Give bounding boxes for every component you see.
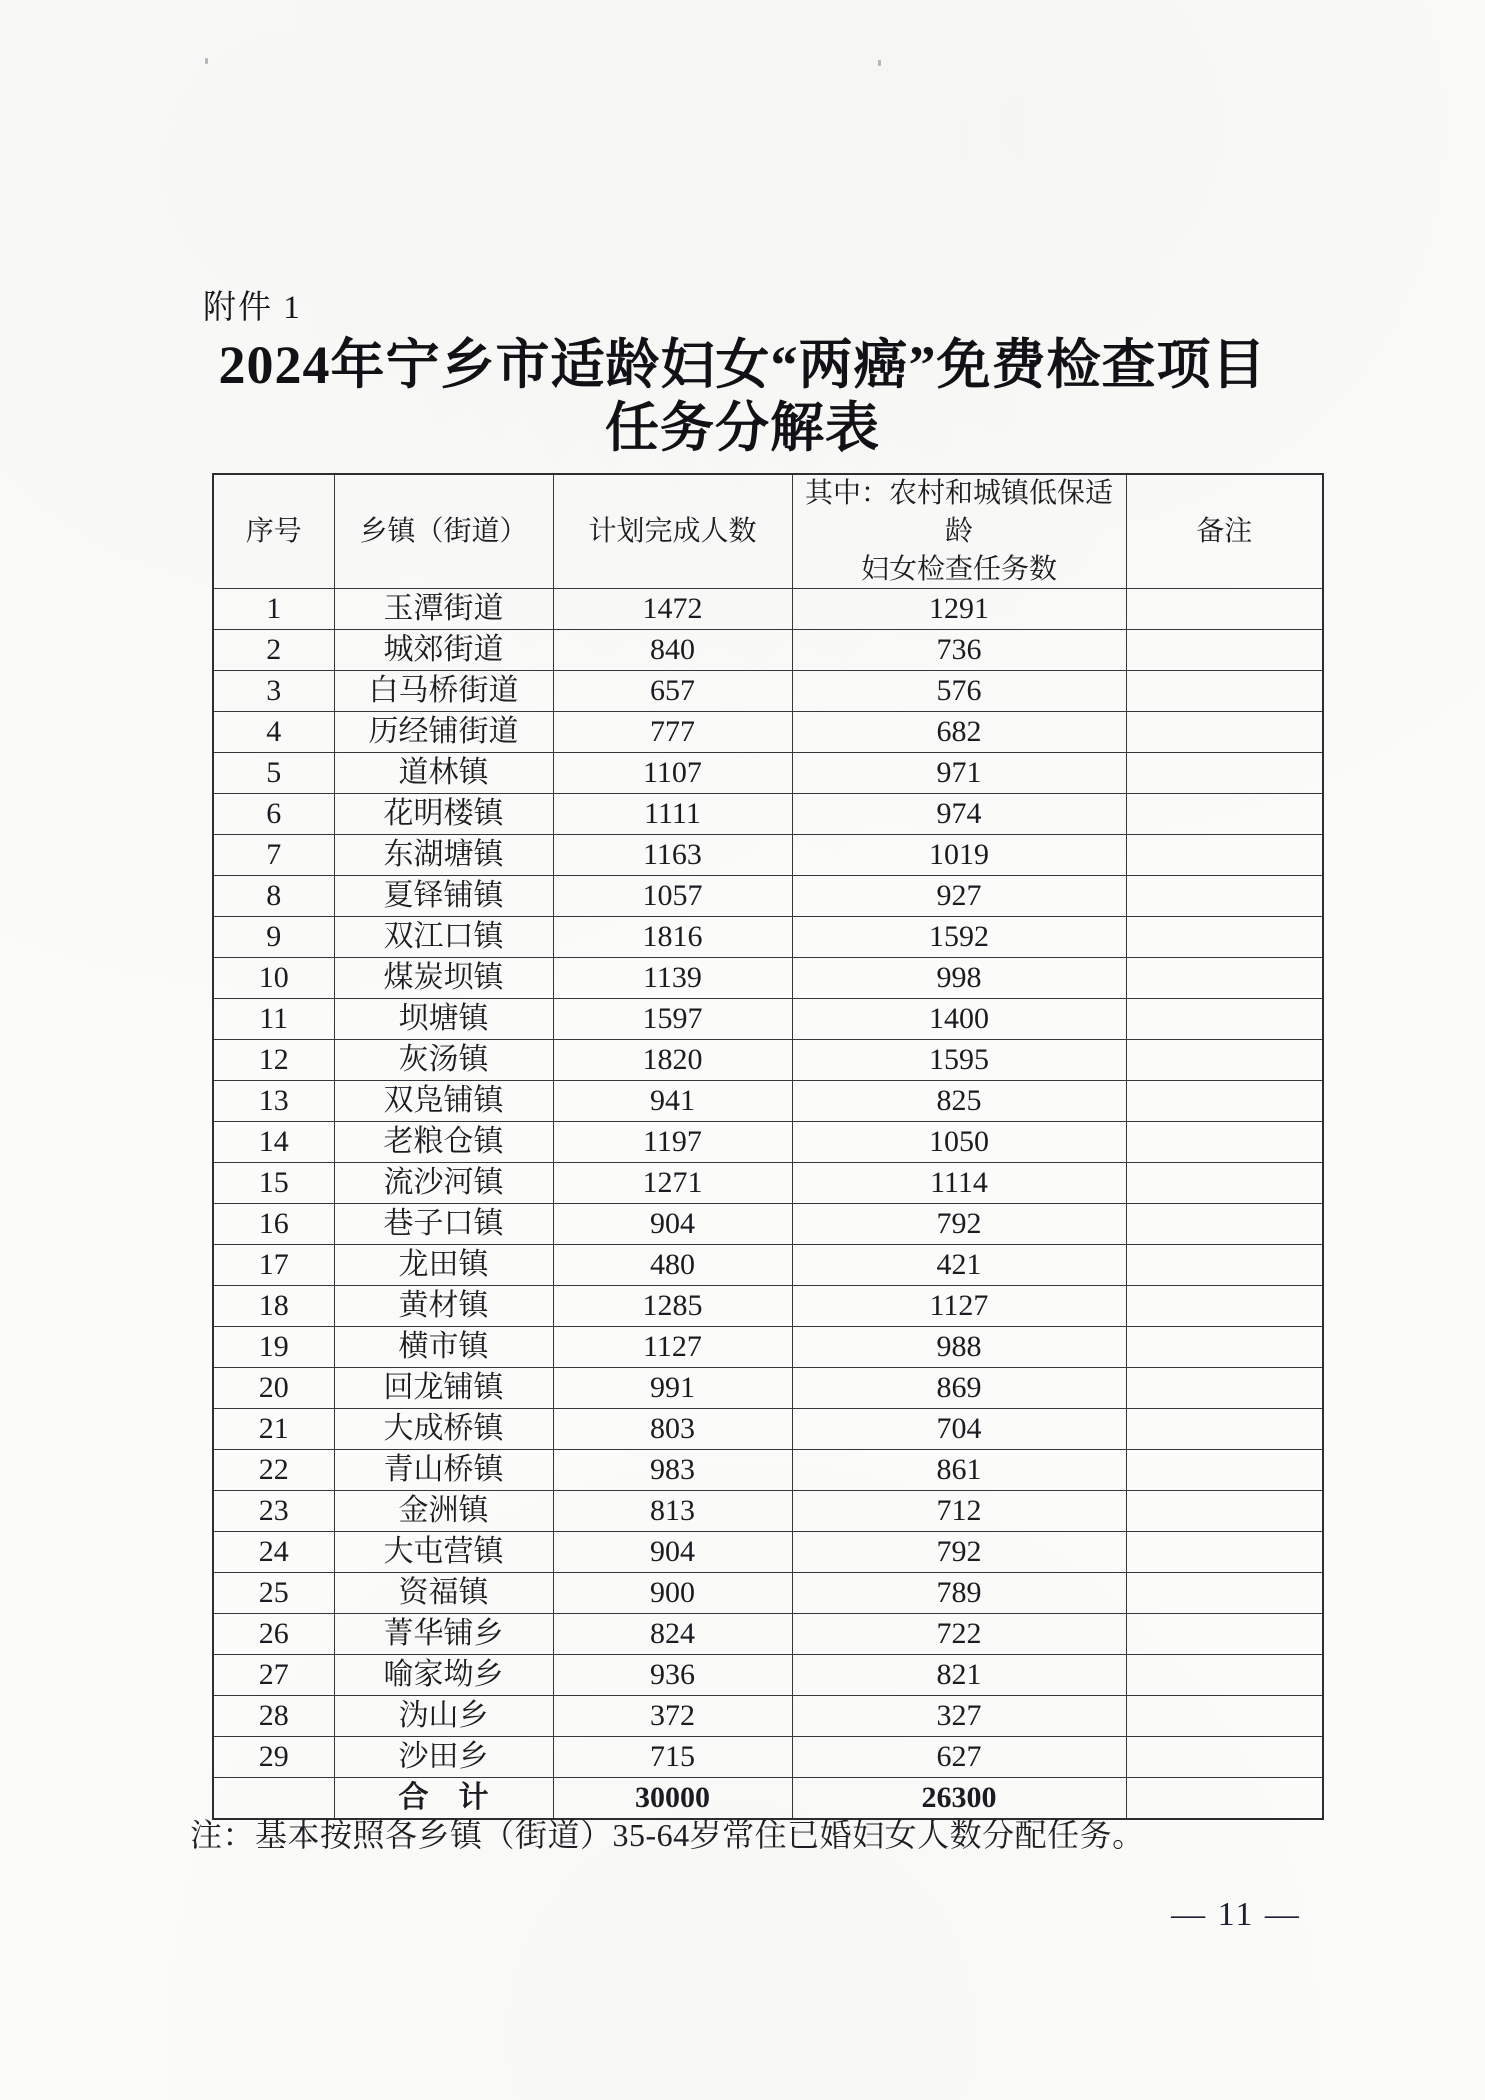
town-cell: 沩山乡 <box>334 1696 553 1737</box>
col-header-subsidy <box>792 474 1126 589</box>
index-cell: 22 <box>213 1450 334 1491</box>
town-cell: 喻家坳乡 <box>334 1655 553 1696</box>
subsidy-cell: 327 <box>792 1696 1126 1737</box>
remark-cell <box>1126 1614 1323 1655</box>
remark-cell <box>1126 1245 1323 1286</box>
index-cell: 15 <box>213 1163 334 1204</box>
subsidy-cell: 971 <box>792 753 1126 794</box>
remark-cell <box>1126 1737 1323 1778</box>
index-cell: 1 <box>213 589 334 630</box>
remark-cell <box>1126 1122 1323 1163</box>
planned-cell: 1816 <box>553 917 792 958</box>
town-cell: 道林镇 <box>334 753 553 794</box>
planned-cell: 824 <box>553 1614 792 1655</box>
remark-cell <box>1126 999 1323 1040</box>
table-row <box>213 876 1323 917</box>
subsidy-cell: 974 <box>792 794 1126 835</box>
table-row <box>213 958 1323 999</box>
planned-cell: 840 <box>553 630 792 671</box>
subsidy-cell: 988 <box>792 1327 1126 1368</box>
index-cell: 23 <box>213 1491 334 1532</box>
index-cell: 25 <box>213 1573 334 1614</box>
col-header-subsidy-line2: 妇女检查任务数 <box>860 553 1057 585</box>
remark-cell <box>1126 794 1323 835</box>
town-cell: 金洲镇 <box>334 1491 553 1532</box>
subsidy-cell: 1127 <box>792 1286 1126 1327</box>
table-row <box>213 917 1323 958</box>
subsidy-cell: 1400 <box>792 999 1126 1040</box>
planned-cell: 991 <box>553 1368 792 1409</box>
remark-cell <box>1126 589 1323 630</box>
planned-cell: 1597 <box>553 999 792 1040</box>
remark-cell <box>1126 671 1323 712</box>
table-row <box>213 753 1323 794</box>
planned-cell: 480 <box>553 1245 792 1286</box>
town-cell: 夏铎铺镇 <box>334 876 553 917</box>
index-cell: 8 <box>213 876 334 917</box>
table-row <box>213 1491 1323 1532</box>
planned-cell: 904 <box>553 1532 792 1573</box>
remark-cell <box>1126 1081 1323 1122</box>
subsidy-cell: 869 <box>792 1368 1126 1409</box>
index-cell: 2 <box>213 630 334 671</box>
subsidy-cell: 789 <box>792 1573 1126 1614</box>
remark-cell <box>1126 1696 1323 1737</box>
index-cell: 5 <box>213 753 334 794</box>
planned-cell: 1127 <box>553 1327 792 1368</box>
town-cell: 历经铺街道 <box>334 712 553 753</box>
planned-cell: 813 <box>553 1491 792 1532</box>
table-row <box>213 1245 1323 1286</box>
subsidy-cell: 792 <box>792 1532 1126 1573</box>
town-cell: 东湖塘镇 <box>334 835 553 876</box>
index-cell: 3 <box>213 671 334 712</box>
table-row <box>213 835 1323 876</box>
subsidy-cell: 792 <box>792 1204 1126 1245</box>
col-header-remark: 备注 <box>1126 474 1323 589</box>
scan-speck <box>878 60 881 66</box>
subsidy-cell: 1595 <box>792 1040 1126 1081</box>
town-cell: 合 计 <box>334 1778 553 1820</box>
remark-cell <box>1126 1327 1323 1368</box>
table-row <box>213 1614 1323 1655</box>
table-row <box>213 1040 1323 1081</box>
remark-cell <box>1126 1409 1323 1450</box>
remark-cell <box>1126 1040 1323 1081</box>
index-cell: 14 <box>213 1122 334 1163</box>
table-row <box>213 1409 1323 1450</box>
town-cell: 坝塘镇 <box>334 999 553 1040</box>
town-cell: 老粮仓镇 <box>334 1122 553 1163</box>
town-cell: 城郊街道 <box>334 630 553 671</box>
index-cell: 24 <box>213 1532 334 1573</box>
subsidy-cell: 712 <box>792 1491 1126 1532</box>
table-row <box>213 1450 1323 1491</box>
town-cell: 白马桥街道 <box>334 671 553 712</box>
planned-cell: 715 <box>553 1737 792 1778</box>
index-cell: 11 <box>213 999 334 1040</box>
remark-cell <box>1126 1163 1323 1204</box>
table-header-row <box>213 474 1323 589</box>
table-row <box>213 1081 1323 1122</box>
index-cell: 13 <box>213 1081 334 1122</box>
table-row <box>213 1122 1323 1163</box>
remark-cell <box>1126 1573 1323 1614</box>
col-header-town: 乡镇（街道） <box>334 474 553 589</box>
index-cell: 17 <box>213 1245 334 1286</box>
subsidy-cell: 821 <box>792 1655 1126 1696</box>
town-cell: 煤炭坝镇 <box>334 958 553 999</box>
table-row <box>213 1655 1323 1696</box>
table-row <box>213 794 1323 835</box>
index-cell: 20 <box>213 1368 334 1409</box>
table-row <box>213 1696 1323 1737</box>
subsidy-cell: 861 <box>792 1450 1126 1491</box>
planned-cell: 803 <box>553 1409 792 1450</box>
subsidy-cell: 825 <box>792 1081 1126 1122</box>
index-cell: 7 <box>213 835 334 876</box>
remark-cell <box>1126 1655 1323 1696</box>
town-cell: 资福镇 <box>334 1573 553 1614</box>
table-row <box>213 671 1323 712</box>
footnote: 注：基本按照各乡镇（街道）35-64岁常住已婚妇女人数分配任务。 <box>190 1817 1145 1853</box>
subsidy-cell: 704 <box>792 1409 1126 1450</box>
planned-cell: 936 <box>553 1655 792 1696</box>
subsidy-cell: 1050 <box>792 1122 1126 1163</box>
planned-cell: 1197 <box>553 1122 792 1163</box>
subsidy-cell: 998 <box>792 958 1126 999</box>
remark-cell <box>1126 712 1323 753</box>
task-breakdown-table <box>212 473 1324 1820</box>
remark-cell <box>1126 835 1323 876</box>
subsidy-cell: 927 <box>792 876 1126 917</box>
planned-cell: 983 <box>553 1450 792 1491</box>
town-cell: 龙田镇 <box>334 1245 553 1286</box>
col-header-index: 序号 <box>213 474 334 589</box>
document-title-line1: 2024年宁乡市适龄妇女“两癌”免费检查项目 <box>218 335 1267 395</box>
subsidy-cell: 576 <box>792 671 1126 712</box>
planned-cell: 941 <box>553 1081 792 1122</box>
town-cell: 青山桥镇 <box>334 1450 553 1491</box>
subsidy-cell: 26300 <box>792 1778 1126 1820</box>
town-cell: 双江口镇 <box>334 917 553 958</box>
index-cell: 18 <box>213 1286 334 1327</box>
town-cell: 花明楼镇 <box>334 794 553 835</box>
remark-cell <box>1126 917 1323 958</box>
remark-cell <box>1126 753 1323 794</box>
town-cell: 横市镇 <box>334 1327 553 1368</box>
planned-cell: 1111 <box>553 794 792 835</box>
table-row <box>213 1327 1323 1368</box>
scan-speck <box>205 58 208 64</box>
remark-cell <box>1126 958 1323 999</box>
town-cell: 沙田乡 <box>334 1737 553 1778</box>
subsidy-cell: 722 <box>792 1614 1126 1655</box>
remark-cell <box>1126 1532 1323 1573</box>
town-cell: 巷子口镇 <box>334 1204 553 1245</box>
subsidy-cell: 1019 <box>792 835 1126 876</box>
index-cell: 9 <box>213 917 334 958</box>
planned-cell: 1820 <box>553 1040 792 1081</box>
town-cell: 玉潭街道 <box>334 589 553 630</box>
table-row <box>213 630 1323 671</box>
planned-cell: 30000 <box>553 1778 792 1820</box>
planned-cell: 1139 <box>553 958 792 999</box>
index-cell: 19 <box>213 1327 334 1368</box>
remark-cell <box>1126 1778 1323 1820</box>
index-cell: 4 <box>213 712 334 753</box>
town-cell: 大成桥镇 <box>334 1409 553 1450</box>
document-title-line2: 任务分解表 <box>605 397 880 458</box>
table-row <box>213 1204 1323 1245</box>
subsidy-cell: 627 <box>792 1737 1126 1778</box>
index-cell: 16 <box>213 1204 334 1245</box>
attachment-label: 附件 1 <box>203 290 302 326</box>
planned-cell: 1057 <box>553 876 792 917</box>
planned-cell: 657 <box>553 671 792 712</box>
table-row <box>213 1532 1323 1573</box>
subsidy-cell: 1592 <box>792 917 1126 958</box>
planned-cell: 1163 <box>553 835 792 876</box>
remark-cell <box>1126 1204 1323 1245</box>
subsidy-cell: 682 <box>792 712 1126 753</box>
town-cell: 灰汤镇 <box>334 1040 553 1081</box>
town-cell: 菁华铺乡 <box>334 1614 553 1655</box>
subsidy-cell: 736 <box>792 630 1126 671</box>
index-cell: 12 <box>213 1040 334 1081</box>
planned-cell: 900 <box>553 1573 792 1614</box>
table-row <box>213 712 1323 753</box>
remark-cell <box>1126 630 1323 671</box>
table-row <box>213 1573 1323 1614</box>
subsidy-cell: 1114 <box>792 1163 1126 1204</box>
remark-cell <box>1126 876 1323 917</box>
table-row <box>213 1368 1323 1409</box>
index-cell: 29 <box>213 1737 334 1778</box>
table-header <box>213 474 1323 589</box>
index-cell: 26 <box>213 1614 334 1655</box>
table-body <box>213 589 1323 1820</box>
remark-cell <box>1126 1368 1323 1409</box>
table-row <box>213 1163 1323 1204</box>
index-cell: 28 <box>213 1696 334 1737</box>
subsidy-cell: 421 <box>792 1245 1126 1286</box>
table-row <box>213 1286 1323 1327</box>
town-cell: 流沙河镇 <box>334 1163 553 1204</box>
planned-cell: 777 <box>553 712 792 753</box>
remark-cell <box>1126 1491 1323 1532</box>
index-cell: 27 <box>213 1655 334 1696</box>
planned-cell: 1107 <box>553 753 792 794</box>
table-row <box>213 1737 1323 1778</box>
planned-cell: 1271 <box>553 1163 792 1204</box>
document-title <box>0 334 1485 459</box>
remark-cell <box>1126 1450 1323 1491</box>
town-cell: 回龙铺镇 <box>334 1368 553 1409</box>
index-cell: 21 <box>213 1409 334 1450</box>
planned-cell: 1472 <box>553 589 792 630</box>
index-cell: 6 <box>213 794 334 835</box>
index-cell: 10 <box>213 958 334 999</box>
planned-cell: 1285 <box>553 1286 792 1327</box>
table-row <box>213 999 1323 1040</box>
col-header-planned: 计划完成人数 <box>553 474 792 589</box>
town-cell: 大屯营镇 <box>334 1532 553 1573</box>
planned-cell: 904 <box>553 1204 792 1245</box>
town-cell: 黄材镇 <box>334 1286 553 1327</box>
col-header-subsidy-line1: 其中：农村和城镇低保适龄 <box>804 478 1113 547</box>
remark-cell <box>1126 1286 1323 1327</box>
page-number: — 11 — <box>1171 1896 1301 1933</box>
planned-cell: 372 <box>553 1696 792 1737</box>
subsidy-cell: 1291 <box>792 589 1126 630</box>
table-row <box>213 589 1323 630</box>
town-cell: 双凫铺镇 <box>334 1081 553 1122</box>
